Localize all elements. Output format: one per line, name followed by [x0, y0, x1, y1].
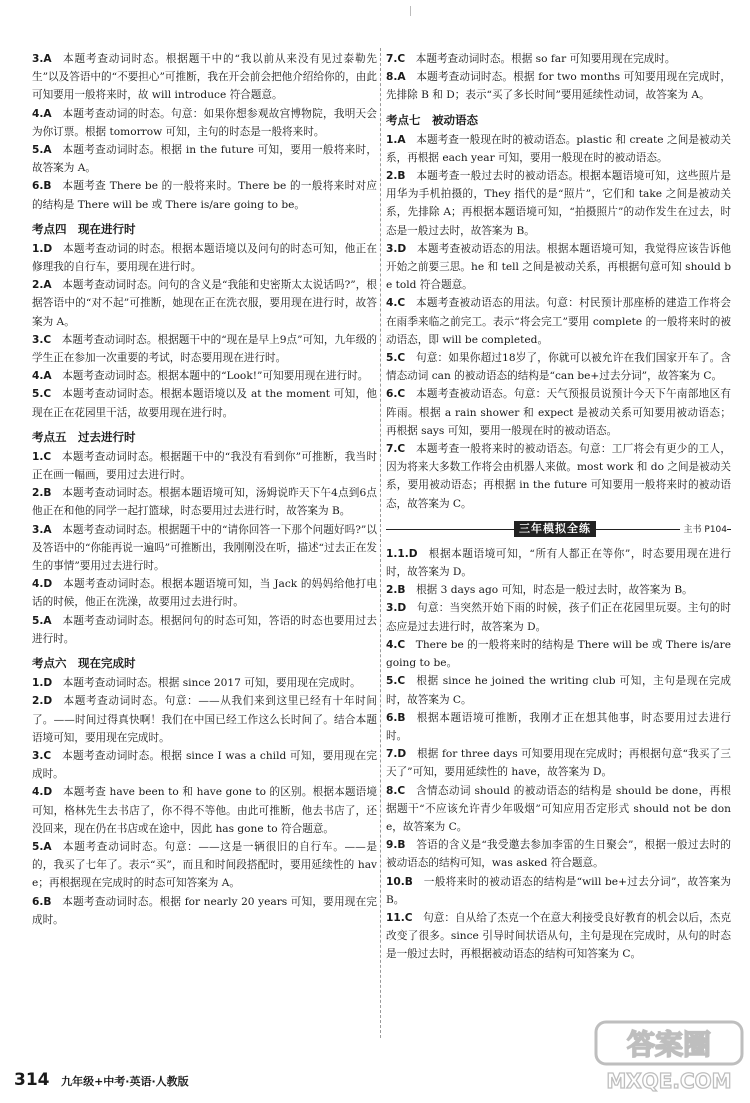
answer-item	[32, 276, 377, 331]
answer-explanation: 本题考查动词时态。根据 in the future 可知，要用一般将来时，故答案为 A。	[32, 144, 377, 175]
answer-item	[32, 331, 377, 367]
answer-explanation: 本题考查动词时态。句意：——从我们来到这里已经有十年时间了。——时间过得真快啊！我们在中国已经工作这么长时间了。结合本题语境可知，要用现在完成时。	[32, 695, 377, 744]
answer-item	[386, 385, 731, 440]
answer-number: 3.A	[32, 53, 52, 65]
page-number: 314	[14, 1070, 50, 1090]
answer-item	[32, 893, 377, 929]
answer-number: 8.A	[386, 71, 406, 84]
answer-number: 2.B	[386, 170, 406, 183]
answer-item	[386, 440, 731, 513]
answer-number: 5.A	[32, 144, 52, 157]
answer-number: 5.A	[32, 614, 52, 627]
answer-item	[386, 581, 731, 599]
answer-explanation: 本题考查动词时态。根据 for two months 可知要用现在完成时，先排除 B 和 D；表示“买了多长时间”要用延续性动词，故答案为 A。	[386, 71, 731, 102]
answer-item	[32, 612, 377, 648]
watermark-logo	[594, 1018, 744, 1096]
answer-explanation: 本题考查动词时态。句意：——这是一辆很旧的自行车。——是的，我买了七年了。表示“买”，而且和时间段搭配时，要用延续性的 have；再根据现在完成时的时态可知答案为 A。	[32, 840, 377, 890]
answer-item	[32, 692, 377, 747]
answer-item	[386, 636, 731, 672]
answer-explanation: 本题考查动词时态。根据 so far 可知要用现在完成时。	[415, 53, 676, 65]
answer-explanation: 本题考查被动语态的用法。句意：村民预计那座桥的建造工作将会在雨季来临之前完工。表示“将会完工”要用 complete 的一般将来时的被动语态，即 will be completed。	[386, 297, 731, 346]
answer-item	[386, 599, 731, 635]
page-footer	[14, 1070, 189, 1090]
answer-item	[32, 105, 377, 141]
answer-explanation: 本题考查被动语态的用法。根据本题语境可知，我觉得应该告诉他开始之前要三思。he 和 tell 之间是被动关系，再根据句意可知 should be told 符合题意。	[386, 242, 731, 292]
answer-item	[32, 674, 377, 692]
answer-number: 11.C	[386, 911, 413, 924]
answer-number: 2.A	[32, 279, 52, 292]
answer-number: 6.C	[386, 388, 406, 401]
book-title: 九年级+中考·英语·人教版	[61, 1075, 189, 1088]
answer-number: 5.C	[386, 675, 406, 688]
answer-explanation: 本题考查 have been to 和 have gone to 的区别。根据本题语境可知，格林先生去书店了，你不得不等他。由此可推断，他去书店了，还没回来，现在仍在书店或在途中，因此 has gone to 符合题意。	[32, 786, 377, 835]
answer-explanation: 根据本题语境可知，“所有人都正在等你”，时态要用现在进行时，故答案为 D。	[386, 547, 731, 579]
answer-number: 4.C	[386, 638, 406, 651]
crop-mark	[410, 6, 411, 16]
answer-explanation: 本题考查动词时态。根据 since I was a child 可知，要用现在完成时。	[32, 749, 377, 781]
answer-item	[32, 240, 377, 276]
answer-explanation: 本题考查一般过去时的被动语态。根据本题语境可知，这些照片是用华为手机拍摄的，They 指代的是“照片”，它们和 take 之间是被动关系，先排除 A；再根据本题语境可知，“拍摄照片”的动作发生在过去，时态是一般过去时，故答案为 B。	[386, 170, 731, 237]
answer-number: 6.B	[32, 180, 52, 193]
answer-explanation: 句意：当突然开始下雨的时候，孩子们正在花园里玩耍。主句的时态应是过去进行时，故答案为 D。	[386, 602, 731, 633]
left-column	[32, 50, 377, 929]
answer-number: 3.A	[32, 523, 52, 536]
answer-number: 4.C	[386, 297, 406, 310]
answer-explanation: 本题考查动词时态。根据本题语境可知，汤姆说昨天下午4点到6点他正在和他的同学一起打篮球，时态要用过去进行时，故答案为 B。	[32, 487, 377, 518]
answer-number: 4.A	[32, 370, 52, 383]
answer-item	[32, 521, 377, 576]
answer-explanation: 本题考查动词时态。根据题干中的“我没有看到你”可推断，我当时正在画一幅画，要用过去进行时。	[32, 450, 377, 482]
answer-number: 7.D	[386, 748, 407, 761]
answer-explanation: 本题考查动词时态。根据题干中的“请你回答一下那个问题好吗?”以及答语中的“你能再说一遍吗”可推断出，我刚刚没在听，描述“过去正在发生的事情”要用过去进行时。	[32, 523, 377, 573]
answer-explanation: 本题考查一般现在时的被动语态。plastic 和 create 之间是被动关系，再根据 each year 可知，要用一般现在时的被动语态。	[386, 133, 731, 164]
answer-number: 2.D	[32, 695, 53, 708]
answer-item	[386, 836, 731, 872]
answer-number: 6.B	[386, 711, 406, 724]
answer-item	[32, 385, 377, 421]
answer-number: 5.C	[386, 352, 406, 365]
answer-number: 7.C	[386, 53, 406, 65]
answer-item	[386, 545, 731, 581]
right-column	[386, 50, 731, 964]
answer-number: 10.B	[386, 875, 413, 888]
answer-number: 1.D	[32, 677, 53, 690]
answer-number: 3.D	[386, 602, 407, 615]
answer-explanation: 答语的含义是“我受邀去参加李雷的生日聚会”，根据一般过去时的被动语态的结构可知，was asked 符合题意。	[386, 839, 731, 870]
answer-explanation: 本题考查动词时态。根据本题语境以及 at the moment 可知，他现在正在花园里干活，故要用现在进行时。	[32, 388, 377, 419]
answer-explanation: 本题考查动词时态。根据本题语境可知，当 Jack 的妈妈给他打电话的时候，他正在洗澡，故要用过去进行时。	[32, 578, 377, 609]
answer-item	[386, 131, 731, 167]
answer-explanation: 本题考查被动语态。句意：天气预报员说预计今天下午南部地区有阵雨。根据 a rain shower 和 expect 是被动关系可知要用被动语态；再根据 says 可知，要用一般现在时的被动语态。	[386, 388, 731, 437]
section-heading: 考点七 被动语态	[386, 112, 478, 127]
answer-item	[386, 909, 731, 964]
answer-item	[386, 782, 731, 837]
answer-item	[32, 747, 377, 783]
answer-explanation: 本题考查动词时态。根据 since 2017 可知，要用现在完成时。	[62, 677, 361, 690]
answer-number: 3.C	[32, 333, 52, 346]
answer-item	[32, 367, 377, 385]
answer-number: 4.D	[32, 578, 53, 591]
answer-number: 4.D	[32, 786, 53, 799]
section-banner	[386, 517, 731, 543]
answer-item	[386, 873, 731, 909]
answer-number: 9.B	[386, 839, 406, 852]
section-heading: 考点六 现在完成时	[32, 656, 136, 671]
answer-item	[32, 448, 377, 484]
answer-item	[32, 575, 377, 611]
answer-item	[386, 745, 731, 781]
answer-explanation: 本题考查动词时态。根据 for nearly 20 years 可知，要用现在完成时。	[32, 895, 377, 926]
answer-item	[32, 484, 377, 520]
answer-number: 5.A	[32, 840, 52, 853]
answer-explanation: 本题考查动词时态。根据问句的时态可知，答语的时态也要用过去进行时。	[32, 614, 377, 645]
answer-number: 6.B	[32, 895, 52, 908]
answer-explanation: 句意：如果你超过18岁了，你就可以被允许在我们国家开车了。含情态动词 can 的被动语态的结构是“can be+过去分词”，故答案为 C。	[386, 352, 731, 383]
answer-item	[32, 838, 377, 893]
answer-explanation: 本题考查动词的时态。句意：如果你想参观故宫博物院，我明天会为你订票。根据 tomorrow 可知，主句的时态是一般将来时。	[32, 107, 377, 138]
answer-explanation: 根据本题语境可推断，我刚才正在想其他事，时态要用过去进行时。	[386, 711, 731, 742]
column-divider	[380, 48, 381, 1038]
section-heading: 考点五 过去进行时	[32, 429, 136, 444]
answer-item	[32, 783, 377, 838]
answer-item	[386, 294, 731, 349]
answer-explanation: 本题考查动词的时态。根据本题语境以及问句的时态可知，他正在修理我的自行车，要用现在进行时。	[32, 242, 377, 274]
answer-item	[386, 709, 731, 745]
section-heading: 考点四 现在进行时	[32, 221, 136, 236]
answer-item	[386, 240, 731, 295]
answer-number: 3.D	[386, 242, 407, 255]
answer-explanation: 根据 since he joined the writing club 可知，主句是现在完成时，故答案为 C。	[386, 675, 731, 706]
answer-number: 1.C	[32, 450, 52, 463]
answer-item	[32, 141, 377, 177]
answer-explanation: 本题考查动词时态。根据题干中的“我以前从来没有见过泰勒先生”以及答语中的“不要担心”可推断，我在开会前会把他介绍给你的，由此可知要用一般将来时，故 will introduce 符合题意。	[32, 53, 377, 102]
answer-number: 1.A	[386, 133, 406, 146]
answer-explanation: 根据 3 days ago 可知，时态是一般过去时，故答案为 B。	[416, 584, 693, 597]
answer-number: 1.1.D	[386, 547, 418, 560]
answer-explanation: 本题考查动词时态。根据本题中的“Look!”可知要用现在进行时。	[62, 370, 369, 383]
answer-explanation: 含情态动词 should 的被动语态的结构是 should be done，再根据题干“不应该允许青少年吸烟”可知应用否定形式 should not be done，故答案为 C。	[386, 784, 731, 833]
watermark-url: MXQE.COM	[606, 1069, 732, 1093]
answer-number: 3.C	[32, 749, 52, 762]
answer-number: 4.A	[32, 107, 52, 120]
answer-number: 1.D	[32, 242, 53, 255]
answer-explanation: There be 的一般将来时的结构是 There will be 或 There is/are going to be。	[386, 638, 731, 670]
answer-item	[32, 50, 377, 105]
watermark-logo-text: 答案圈	[626, 1028, 712, 1061]
answer-explanation: 根据 for three days 可知要用现在完成时；再根据句意“我买了三天了”可知，要用延续性的 have，故答案为 D。	[386, 748, 731, 779]
answer-number: 8.C	[386, 784, 406, 797]
answer-item	[386, 672, 731, 708]
answer-explanation: 本题考查 There be 的一般将来时。There be 的一般将来时对应的结构是 There will be 或 There is/are going to be。	[32, 180, 377, 211]
answer-explanation: 本题考查动词时态。问句的含义是“我能和史密斯太太说话吗?”，根据答语中的“对不起”可推断，她现在正在洗衣服，要用现在进行时，故答案为 A。	[32, 279, 377, 328]
answer-number: 5.C	[32, 388, 52, 401]
answer-explanation: 句意：自从给了杰克一个在意大利接受良好教育的机会以后，杰克改变了很多。since 引导时间状语从句，主句是现在完成时，从句的时态是一般过去时，再根据被动语态的结构可知答案为 C。	[386, 911, 731, 961]
banner-title: 三年模拟全练	[514, 521, 596, 537]
answer-item	[386, 50, 731, 68]
answer-number: 2.B	[386, 584, 406, 597]
answer-item	[386, 349, 731, 385]
answer-number: 2.B	[32, 487, 52, 500]
banner-page-ref: 主书 P104	[680, 522, 727, 535]
answer-item	[386, 167, 731, 240]
answer-explanation: 本题考查一般将来时的被动语态。句意：工厂将会有更少的工人，因为将来大多数工作将会由机器人来做。most work 和 do 之间是被动关系，要用被动语态；再根据 in the future 可知要用一般将来时的被动语态，故答案为 C。	[386, 443, 731, 510]
answer-number: 7.C	[386, 443, 406, 456]
answer-item	[32, 177, 377, 213]
answer-explanation: 本题考查动词时态。根据题干中的“现在是早上9点”可知，九年级的学生正在参加一次重要的考试，时态要用现在进行时。	[32, 333, 377, 365]
answer-item	[386, 68, 731, 104]
answer-explanation: 一般将来时的被动语态的结构是“will be+过去分词”，故答案为 B。	[386, 875, 731, 906]
